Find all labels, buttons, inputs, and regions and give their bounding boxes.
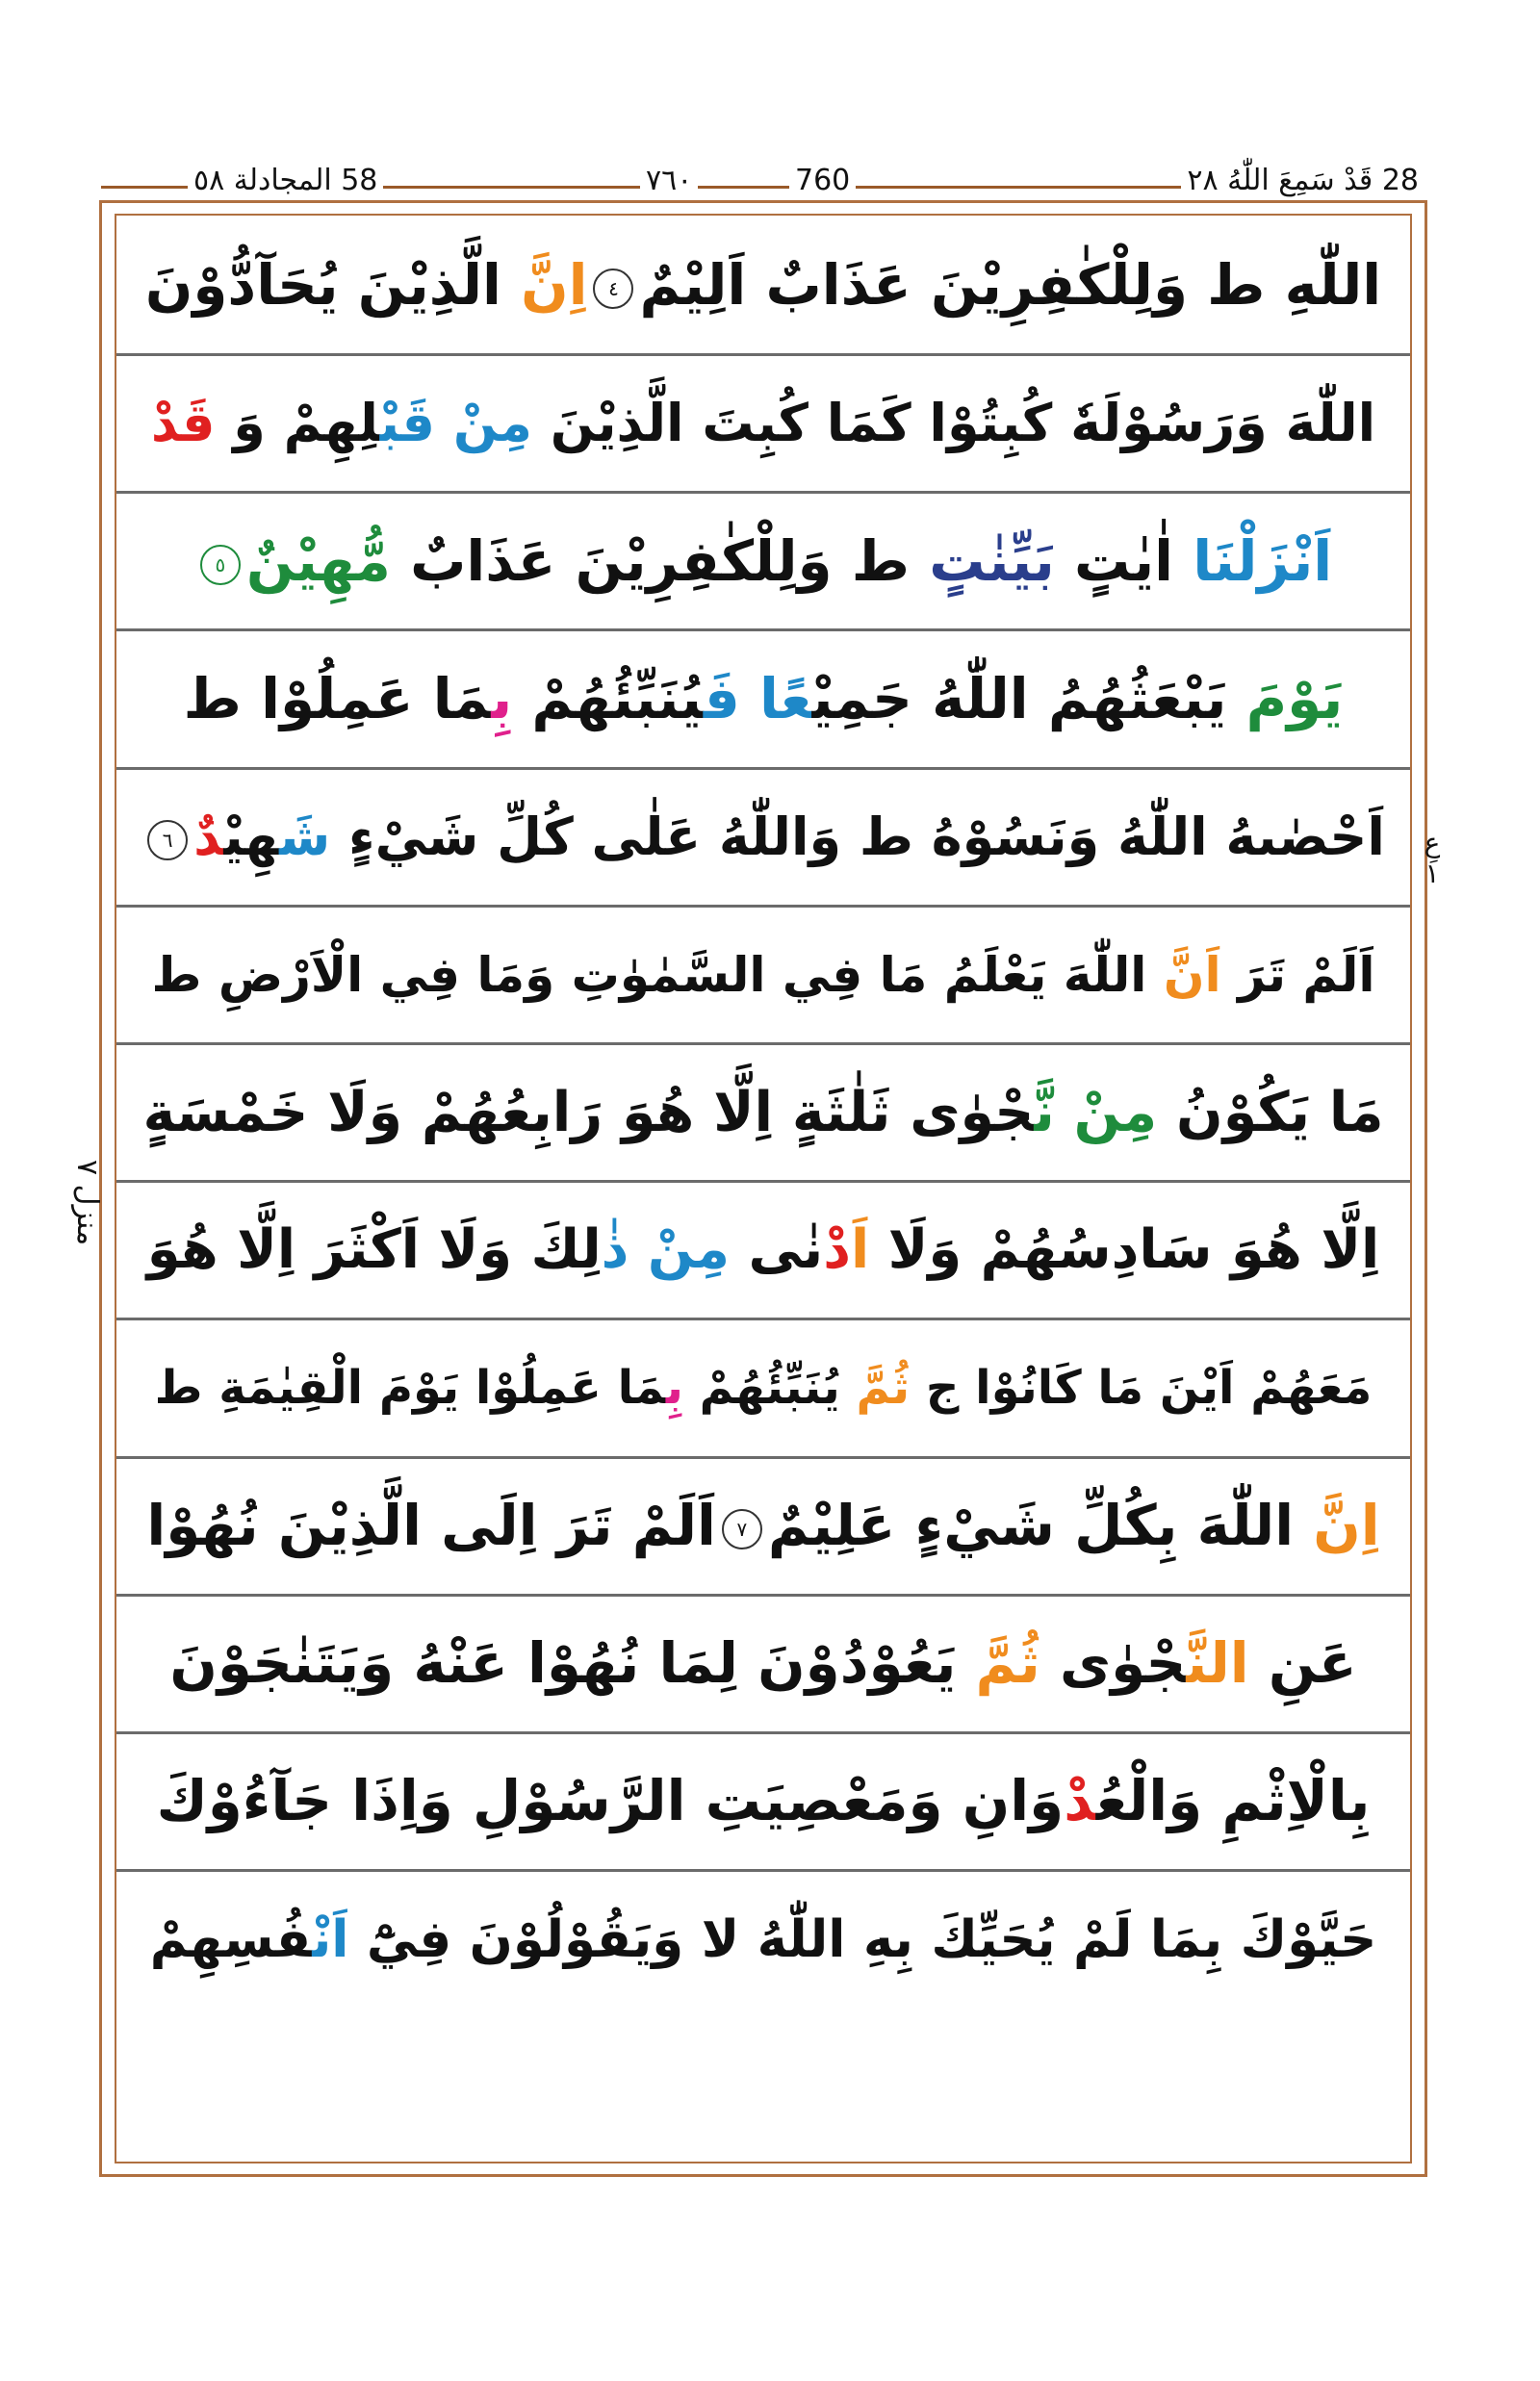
text-line-3 xyxy=(116,494,1410,631)
tajweed-highlight: مِنْ xyxy=(647,1217,730,1281)
text-segment: اللّٰهَ وَرَسُوْلَهٗ كُبِتُوْا كَمَا كُبِتَ الَّذِيْنَ xyxy=(531,393,1376,454)
text-segment: عَنِ xyxy=(1248,1630,1357,1697)
text-segment: يُنَبِّئُهُمْ xyxy=(512,665,704,731)
arabic-text xyxy=(155,1358,1373,1418)
tajweed-highlight: مُّهِيْنٌ xyxy=(245,527,391,594)
text-segment: اللّٰهَ بِكُلِّ شَيْءٍ عَلِيْمٌ xyxy=(767,1493,1314,1559)
arabic-text xyxy=(142,1077,1383,1148)
tajweed-highlight: دٌ xyxy=(193,806,224,867)
text-segment: مَعَهُمْ اَيْنَ مَا كَانُوْا ج xyxy=(910,1361,1373,1416)
text-segment: نٰى xyxy=(730,1217,824,1281)
tajweed-highlight: اَنَّ xyxy=(1163,946,1221,1003)
tajweed-highlight: دْ xyxy=(1064,1768,1096,1834)
text-segment: حَيَّوْكَ بِمَا لَمْ يُحَيِّكَ بِهِ اللّٰهُ لا وَيَقُوْلُوْنَ فِيْٓ xyxy=(348,1910,1377,1970)
text-segment: مَا عَمِلُوْا ط xyxy=(183,665,492,731)
tajweed-highlight: اِنَّ xyxy=(1313,1493,1380,1559)
tajweed-highlight: بِ xyxy=(491,665,513,731)
tajweed-highlight: دْ xyxy=(823,1217,851,1281)
arabic-text xyxy=(184,663,1344,735)
text-segment: اٰيٰتٍ xyxy=(1073,527,1194,594)
tajweed-highlight: بِ xyxy=(665,1361,683,1416)
text-line-7 xyxy=(116,1045,1410,1183)
text-segment: اللّٰهَ يَعْلَمُ مَا فِي السَّمٰوٰتِ وَمَا فِي الْاَرْضِ ط xyxy=(151,946,1164,1003)
text-line-10 xyxy=(116,1459,1410,1597)
tajweed-highlight: اَ xyxy=(850,1217,870,1281)
tajweed-highlight: قَدْ xyxy=(150,393,216,454)
text-segment: يَبْعَثُهُمُ اللّٰهُ جَمِيْ xyxy=(811,665,1246,731)
tajweed-highlight: مِنْ xyxy=(452,393,532,454)
arabic-text xyxy=(150,1907,1377,1974)
arabic-text xyxy=(194,525,1332,598)
text-segment: مَا يَكُوْنُ xyxy=(1157,1081,1384,1145)
ayah-number-marker: ٤ xyxy=(593,269,633,309)
rukuh-marker: عِ ١ xyxy=(1424,827,1441,889)
tajweed-highlight: شَ xyxy=(279,806,331,867)
arabic-text xyxy=(157,1765,1371,1837)
text-segment xyxy=(740,666,759,731)
header-page-number-urdu: ٧٦٠ xyxy=(640,162,698,200)
arabic-text xyxy=(169,1627,1356,1700)
text-line-11 xyxy=(116,1597,1410,1734)
text-line-2 xyxy=(116,356,1410,494)
ayah-number-marker: ٦ xyxy=(147,820,188,860)
header-surah-name: 58 المجادلة ٥٨ xyxy=(188,162,383,200)
text-segment: لِهِمْ وَ xyxy=(215,393,380,454)
tajweed-highlight: قَبْ xyxy=(379,393,436,454)
text-line-8 xyxy=(116,1183,1410,1320)
text-segment: بِالْاِثْمِ وَالْعُ xyxy=(1095,1768,1371,1834)
text-segment: جْوٰى ثَلٰثَةٍ اِلَّا هُوَ رَابِعُهُمْ وَلَا خَمْسَةٍ xyxy=(142,1081,1035,1145)
text-segment xyxy=(1055,1081,1074,1144)
text-line-5 xyxy=(116,770,1410,908)
text-line-1 xyxy=(116,218,1410,356)
text-segment: يُنَبِّئُهُمْ xyxy=(682,1361,857,1416)
tajweed-highlight: اَنْزَلْنَا xyxy=(1193,527,1333,594)
text-segment: وَانِ وَمَعْصِيَتِ الرَّسُوْلِ وَاِذَا جَآءُوْكَ xyxy=(156,1768,1065,1834)
text-line-6 xyxy=(116,908,1410,1045)
arabic-text xyxy=(147,1216,1380,1286)
tajweed-highlight: عًا xyxy=(759,665,812,731)
tajweed-highlight: النَّ xyxy=(1186,1630,1249,1697)
tajweed-highlight: ذٰ xyxy=(601,1217,629,1281)
text-segment xyxy=(435,393,453,453)
text-segment: لِكَ وَلَا اَكْثَرَ اِلَّا هُوَ xyxy=(146,1217,602,1281)
arabic-text xyxy=(146,1490,1379,1562)
text-segment: يَعُوْدُوْنَ لِمَا نُهُوْا عَنْهُ وَيَتَنٰجَوْنَ xyxy=(169,1630,976,1697)
tajweed-highlight: اَنْ xyxy=(312,1910,349,1970)
text-segment: هِيْ xyxy=(223,806,280,867)
header-page-number: 760 xyxy=(789,162,856,200)
text-line-4 xyxy=(116,632,1410,770)
tajweed-highlight: مِنْ xyxy=(1073,1081,1158,1145)
tajweed-highlight: يَوْمَ xyxy=(1245,665,1344,731)
text-segment: جْوٰى xyxy=(1040,1630,1187,1697)
text-segment: الَّذِيْنَ يُحَآدُّوْنَ xyxy=(144,252,522,319)
text-segment: فُسِهِمْ xyxy=(149,1910,313,1970)
manzil-marker: منزل ٧ xyxy=(70,1160,104,1246)
tajweed-highlight: ثُمَّ xyxy=(856,1361,911,1416)
tajweed-highlight: بَيِّنٰتٍ xyxy=(929,527,1074,594)
arabic-text xyxy=(141,804,1385,871)
text-segment: اللّٰهِ ط وَلِلْكٰفِرِيْنَ عَذَابٌ اَلِيْمٌ xyxy=(639,252,1382,319)
text-segment: ط وَلِلْكٰفِرِيْنَ عَذَابٌ xyxy=(390,527,930,594)
tajweed-highlight: اِنَّ xyxy=(521,252,588,319)
text-line-13 xyxy=(116,1872,1410,2010)
arabic-text xyxy=(145,249,1381,321)
arabic-text xyxy=(151,390,1375,457)
text-segment: اَلَمْ تَرَ xyxy=(1220,946,1375,1003)
text-line-9 xyxy=(116,1321,1410,1459)
text-line-12 xyxy=(116,1734,1410,1872)
text-segment: اِلَّا هُوَ سَادِسُهُمْ وَلَا xyxy=(869,1217,1380,1281)
text-segment xyxy=(629,1218,648,1281)
tajweed-highlight: نَّ xyxy=(1034,1081,1055,1145)
header-para-name: 28 قَدْ سَمِعَ اللّٰهُ ٢٨ xyxy=(1181,162,1424,200)
arabic-text xyxy=(151,944,1374,1007)
ayah-number-marker: ٥ xyxy=(200,545,241,585)
text-segment: مَا عَمِلُوْا يَوْمَ الْقِيٰمَةِ ط xyxy=(154,1361,666,1416)
text-segment: اَحْصٰىهُ اللّٰهُ وَنَسُوْهُ ط وَاللّٰهُ عَلٰى كُلِّ شَيْءٍ xyxy=(330,806,1385,867)
tajweed-highlight: فَ xyxy=(703,665,740,731)
tajweed-highlight: ثُمَّ xyxy=(975,1630,1040,1697)
ayah-number-marker: ٧ xyxy=(722,1509,762,1549)
text-segment: اَلَمْ تَرَ اِلَى الَّذِيْنَ نُهُوْا xyxy=(146,1493,716,1559)
